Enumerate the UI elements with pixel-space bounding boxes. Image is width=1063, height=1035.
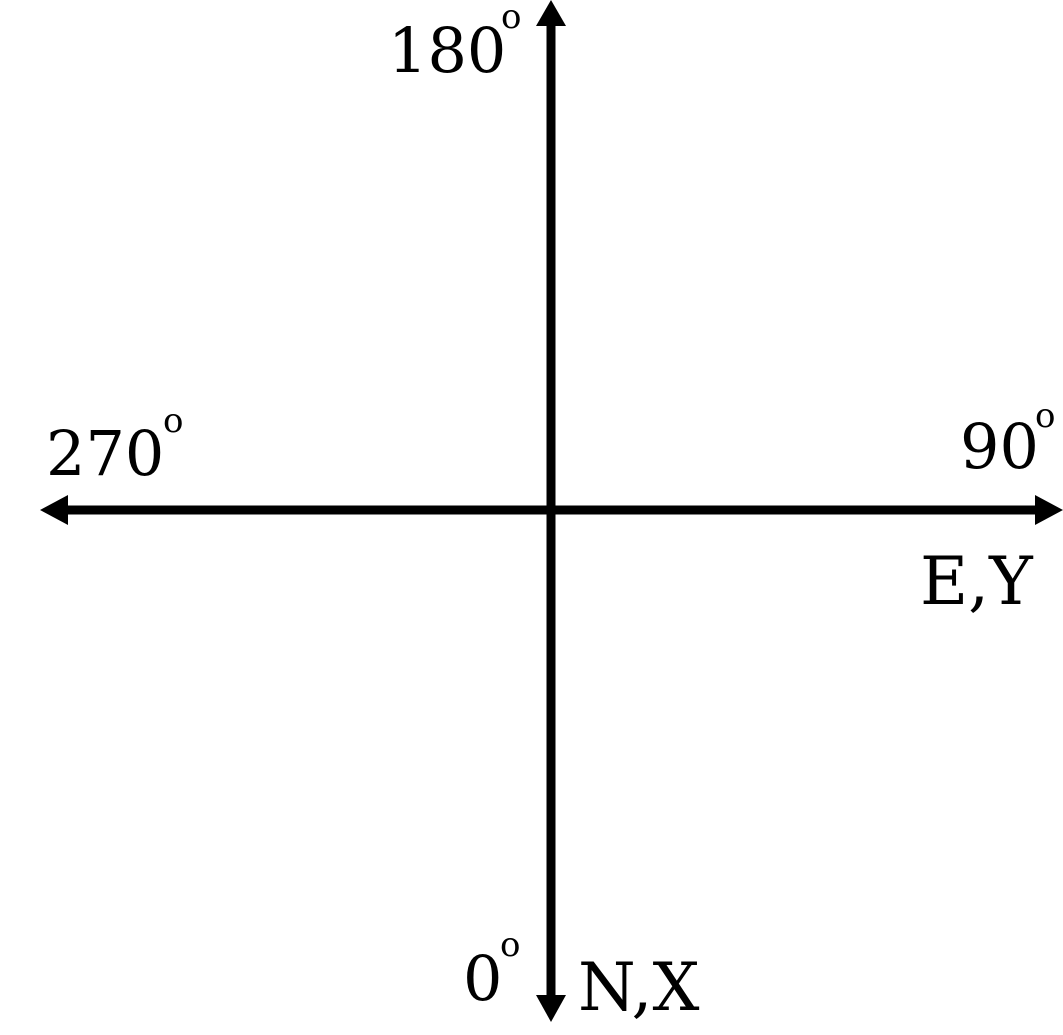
degree-symbol-0: o [500,925,521,965]
arrowhead-up-icon [536,0,566,26]
degree-symbol-180: o [501,0,522,37]
label-0-degrees: 0 [463,942,503,1015]
degree-symbol-270: o [163,401,184,441]
label-180-degrees: 180 [388,14,507,87]
label-270-degrees: 270 [46,417,165,490]
north-axis-label: N,X [578,949,700,1026]
arrowhead-right-icon [1035,495,1063,525]
arrowhead-left-icon [40,495,68,525]
east-axis-label: E,Y [920,543,1033,620]
arrowhead-down-icon [536,995,566,1022]
degree-symbol-90: o [1035,396,1056,436]
label-90-degrees: 90 [960,410,1039,483]
